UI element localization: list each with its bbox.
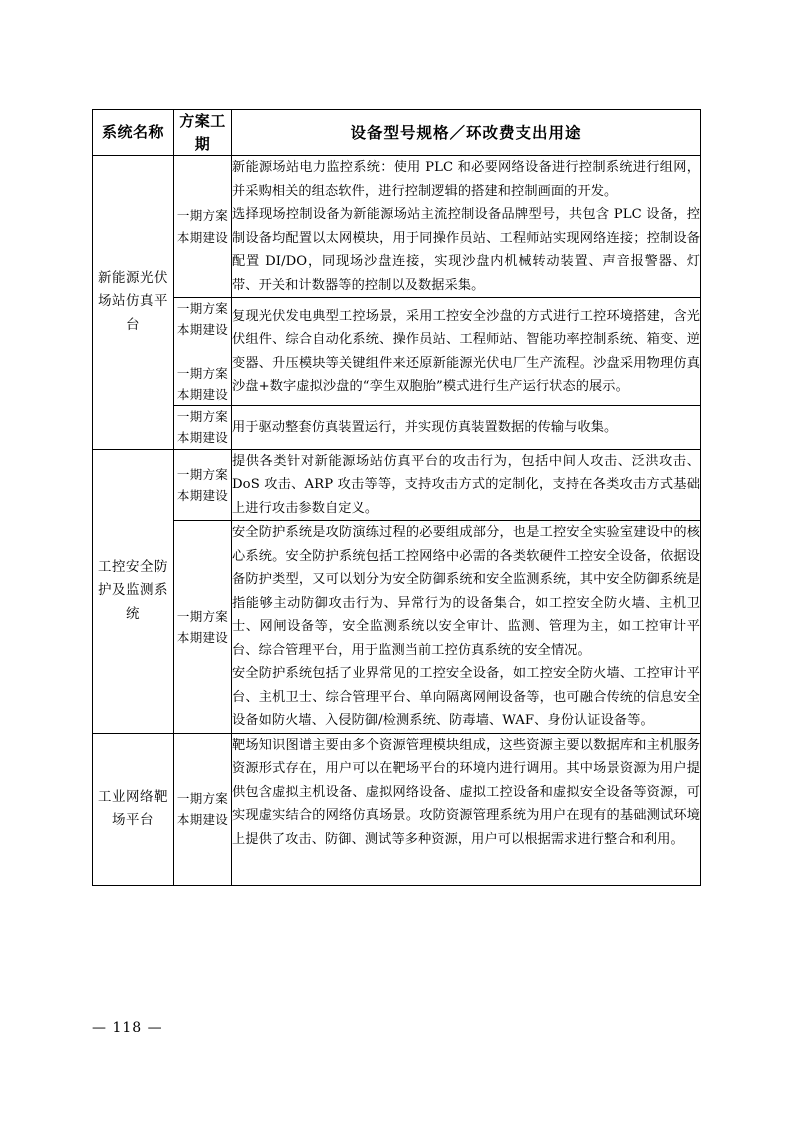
term-line-1: 一期方案 <box>176 608 229 624</box>
term-block <box>174 363 231 406</box>
header-description: 设备型号规格／环改费支出用途 <box>232 110 701 156</box>
plan-period-cell <box>174 298 232 406</box>
table-row <box>93 298 701 406</box>
term-line-2: 本期建设 <box>176 229 229 245</box>
description-paragraph: 用于驱动整套仿真装置运行，并实现仿真装置数据的传输与收集。 <box>232 419 618 435</box>
description-paragraph: 安全防护系统包括了业界常见的工控安全设备，如工控安全防火墙、工控审计平台、主机卫士、综合管理平台、单向隔离网闸设备等，也可融合传统的信息安全设备如防火墙、入侵防御/检测系统、防毒墙、WAF、身份认证设备等。 <box>232 666 700 728</box>
table-row <box>93 156 701 298</box>
table-row <box>93 449 701 521</box>
description-cell <box>232 298 701 406</box>
plan-period-cell <box>174 521 232 734</box>
term-block <box>174 298 231 341</box>
description-paragraph: 复现光伏发电典型工控场景，采用工控安全沙盘的方式进行工控环境搭建，含光伏组件、综合自动化系统、操作员站、工程师站、智能功率控制系统、箱变、逆变器、升压模块等关键组件来还原新能源光伏电厂生产流程。沙盘采用物理仿真沙盘+数字虚拟沙盘的“孪生双胞胎”模式进行生产运行状态的展示。 <box>232 308 700 394</box>
term-block <box>174 406 231 449</box>
table-header-row <box>93 110 701 156</box>
description-paragraph: 靶场知识图谱主要由多个资源管理模块组成，这些资源主要以数据库和主机服务资源形式存在，用户可以在靶场平台的环境内进行调用。其中场景资源为用户提供包含虚拟主机设备、虚拟网络设备、虚拟工控设备和虚拟安全设备等资源，可实现虚实结合的网络仿真场景。攻防资源管理系统为用户在现有的基础测试环境上提供了攻击、防御、测试等多种资源，用户可以根据需求进行整合和利用。 <box>232 737 700 847</box>
description-paragraph: 安全防护系统是攻防演练过程的必要组成部分，也是工控安全实验室建设中的核心系统。安全防护系统包括工控网络中必需的各类软硬件工控安全设备，依据设备防护类型，又可以划分为安全防御系统和安全监测系统，其中安全防御系统是指能够主动防御攻击行为、异常行为的设备集合，如工控安全防火墙、主机卫士、网闸设备等，安全监测系统以安全审计、监测、管理为主，如工控审计平台、综合管理平台，用于监测当前工控仿真系统的安全情况。 <box>232 525 700 658</box>
header-plan-period: 方案工期 <box>174 110 232 156</box>
term-line-2: 本期建设 <box>176 812 229 828</box>
term-line-2: 本期建设 <box>176 430 229 446</box>
equipment-spec-table <box>92 109 701 886</box>
system-name-cell-cyber-range: 工业网络靶场平台 <box>93 733 174 886</box>
term-line-2: 本期建设 <box>176 322 229 338</box>
term-line-1: 一期方案 <box>176 409 229 424</box>
description-paragraph: 新能源场站电力监控系统：使用 PLC 和必要网络设备进行控制系统进行组网，并采购相关的组态软件，进行控制逻辑的搭建和控制画面的开发。 <box>232 160 700 199</box>
term-line-2: 本期建设 <box>176 629 229 645</box>
term-line-1: 一期方案 <box>176 301 229 316</box>
term-line-1: 一期方案 <box>176 791 229 806</box>
term-block <box>174 606 231 649</box>
term-block <box>174 205 231 248</box>
description-cell <box>232 156 701 298</box>
term-line-1: 一期方案 <box>176 208 229 224</box>
description-paragraph: 提供各类针对新能源场站仿真平台的攻击行为，包括中间人攻击、泛洪攻击、DoS 攻击、ARP 攻击等等，支持攻击方式的定制化，支持在各类攻击方式基础上进行攻击参数自定义。 <box>232 453 700 516</box>
description-cell <box>232 449 701 521</box>
term-block <box>174 788 231 831</box>
plan-period-cell <box>174 156 232 298</box>
description-paragraph: 选择现场控制设备为新能源场站主流控制设备品牌型号，共包含 PLC 设备，控制设备均配置以太网模块，用于同操作员站、工程师站实现网络连接；控制设备配置 DI/DO，同现场沙盘连接，实现沙盘内机械转动装置、声音报警器、灯带、开关和计数器等的控制以及数据采集。 <box>232 207 700 293</box>
plan-period-cell <box>174 449 232 521</box>
description-cell <box>232 406 701 450</box>
term-line-1: 一期方案 <box>176 365 229 381</box>
system-name-cell-pv-sim: 新能源光伏场站仿真平台 <box>93 156 174 450</box>
term-block <box>174 464 231 507</box>
term-line-2: 本期建设 <box>176 487 229 503</box>
description-cell <box>232 733 701 886</box>
description-cell <box>232 521 701 734</box>
header-system-name: 系统名称 <box>93 110 174 156</box>
table-row <box>93 521 701 734</box>
page-number: — 118 — <box>92 1020 163 1036</box>
system-name-cell-ics-security: 工控安全防护及监测系统 <box>93 449 174 733</box>
term-line-2: 本期建设 <box>176 386 229 402</box>
plan-period-cell <box>174 733 232 886</box>
table-row <box>93 406 701 450</box>
plan-period-cell <box>174 406 232 450</box>
term-line-1: 一期方案 <box>176 466 229 482</box>
table-row <box>93 733 701 886</box>
